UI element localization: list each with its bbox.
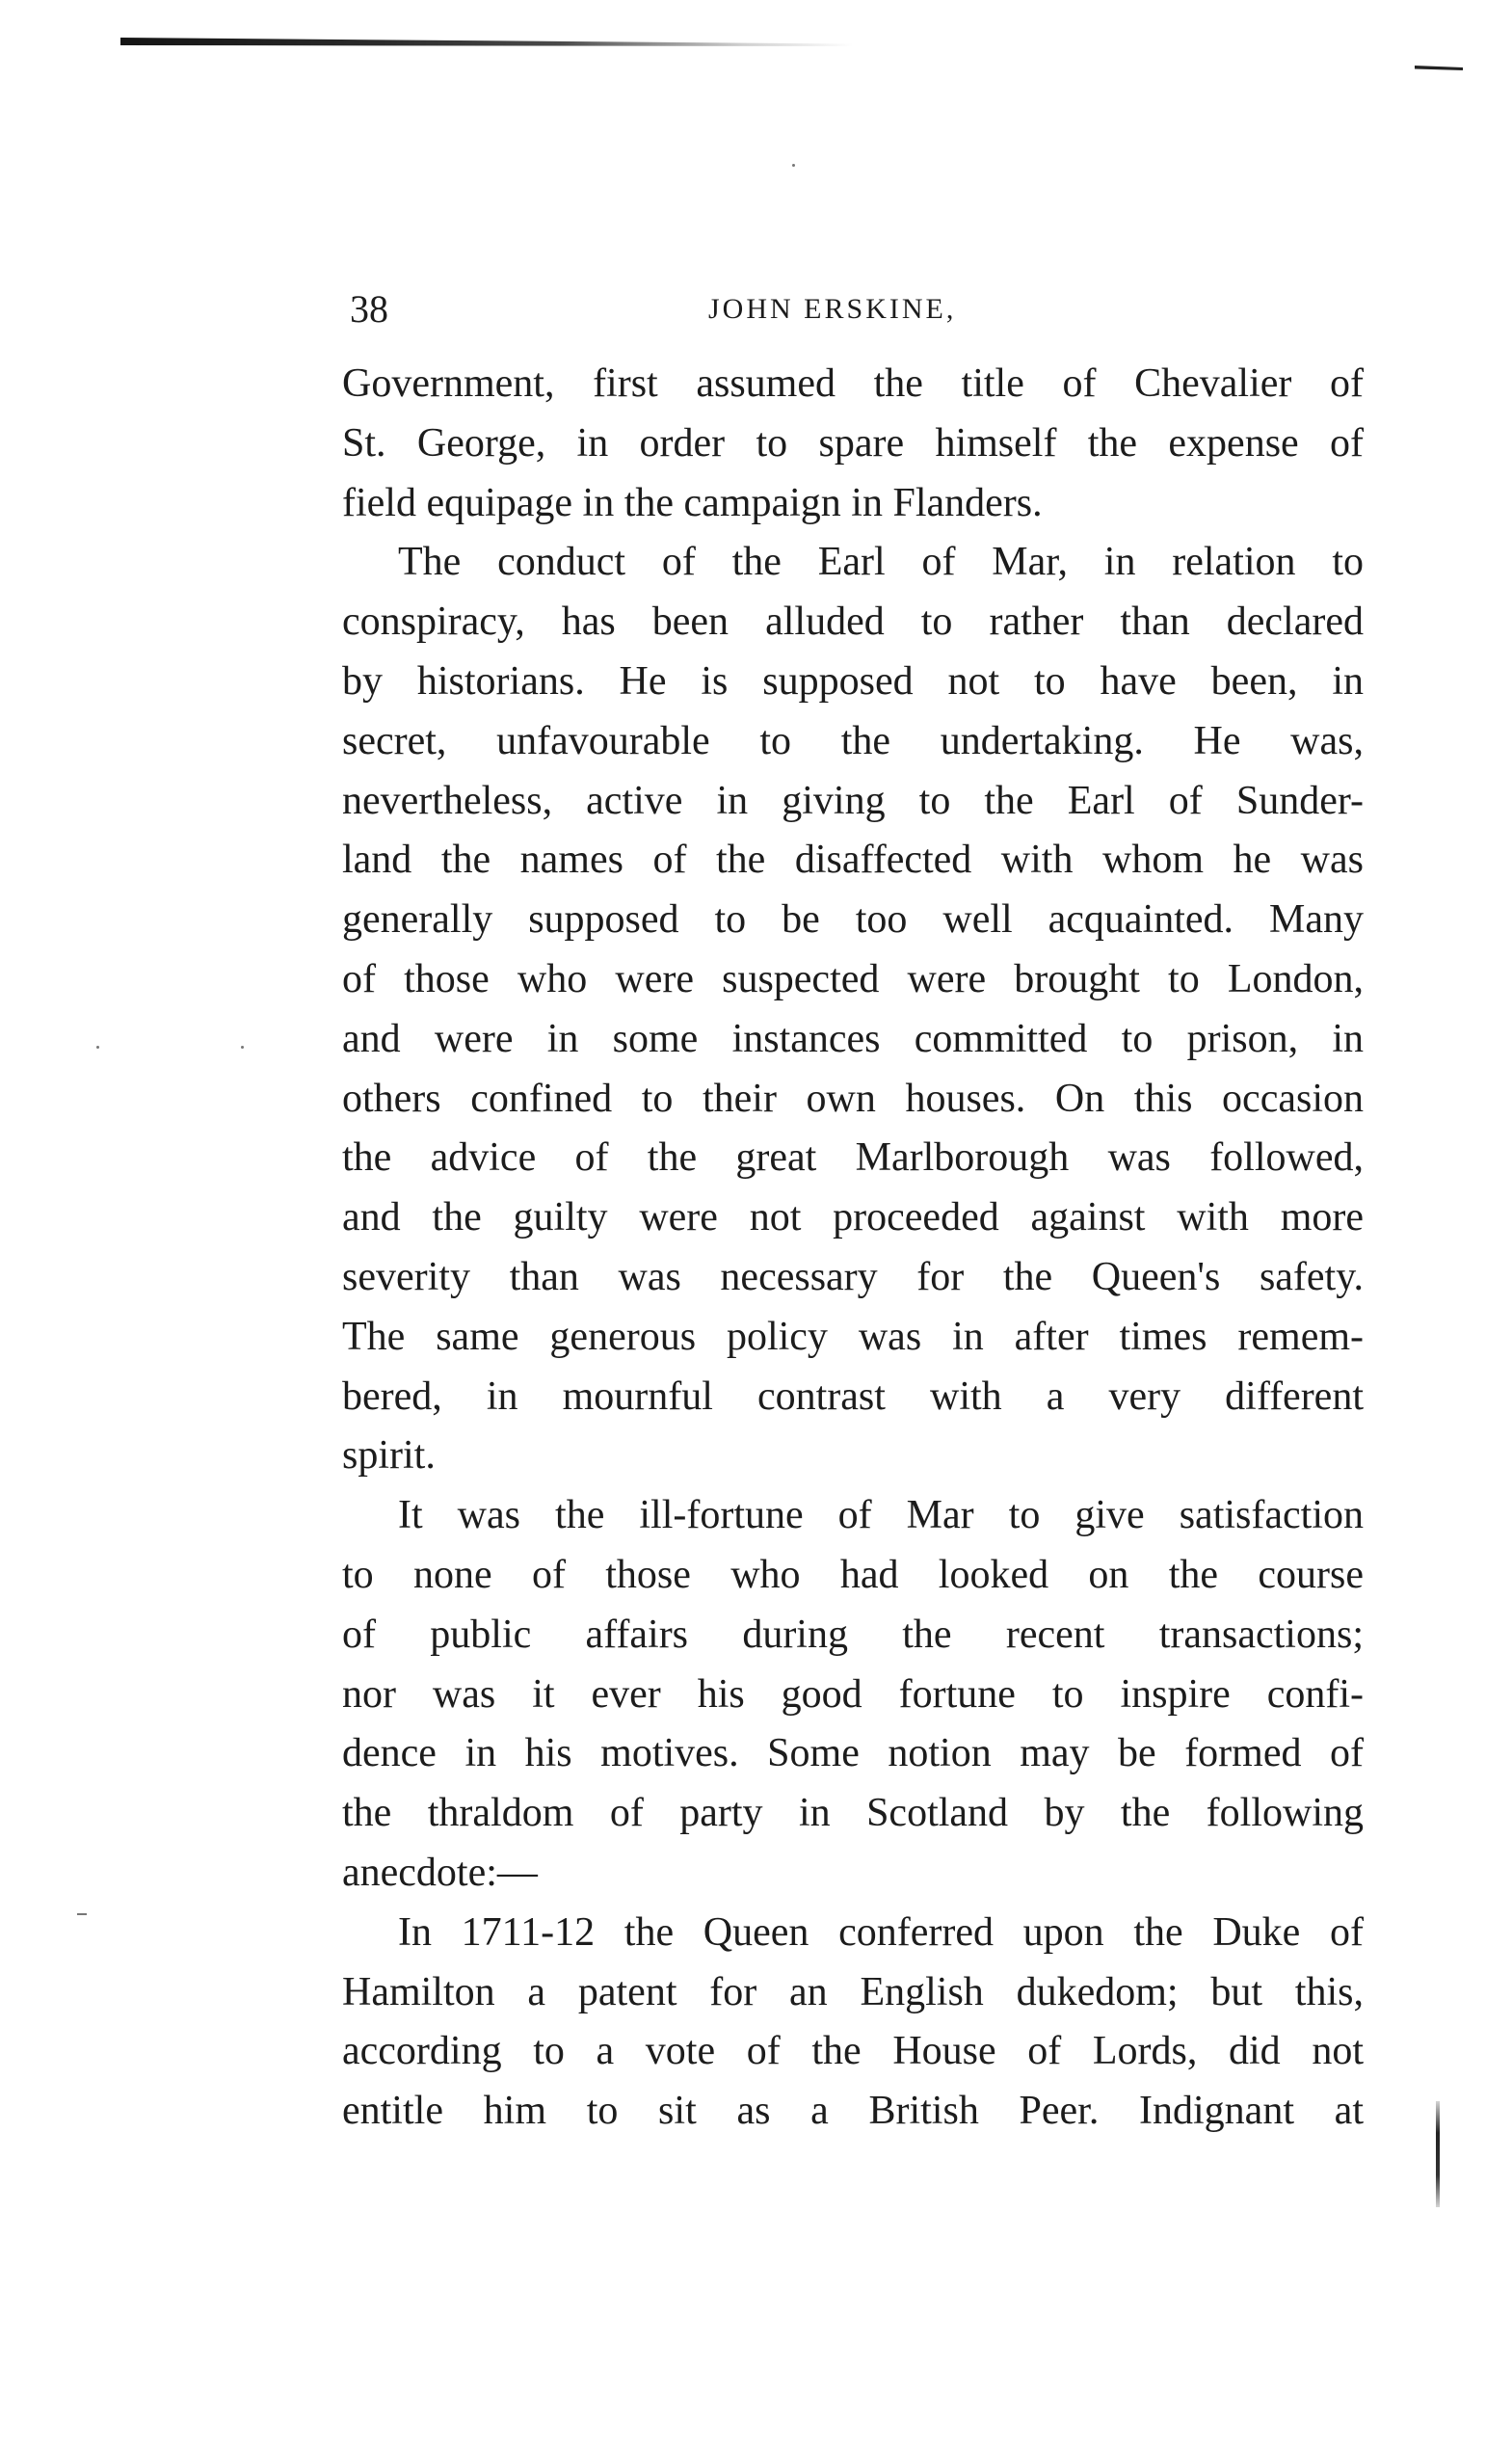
text-line: others confined to their own houses. On this occasion: [342, 1076, 1364, 1121]
paragraph: [342, 1486, 1364, 1904]
text-line: severity than was necessary for the Queen's safety.: [342, 1254, 1364, 1299]
text-line: St. George, in order to spare himself the expense of: [342, 420, 1364, 466]
text-line: bered, in mournful contrast with a very different: [342, 1373, 1364, 1419]
text-line: entitle him to sit as a British Peer. Indignant at: [342, 2089, 1364, 2134]
text-line: conspiracy, has been alluded to rather than declared: [342, 600, 1364, 645]
scan-edge-mark-right: [1415, 66, 1463, 70]
text-line: and the guilty were not proceeded against with more: [342, 1195, 1364, 1240]
text-line: the advice of the great Marlborough was followed,: [342, 1135, 1364, 1181]
speck: [77, 1913, 87, 1915]
speck: [792, 164, 795, 167]
text-line: according to a vote of the House of Lords, did not: [342, 2029, 1364, 2074]
text-line: nevertheless, active in giving to the Earl of Sunder-: [342, 778, 1364, 823]
scan-edge-mark-margin: [1436, 2101, 1440, 2207]
scan-edge-mark-top: [120, 37, 853, 46]
text-line: the thraldom of party in Scotland by the following: [342, 1791, 1364, 1836]
page-number: 38: [350, 287, 388, 331]
text-line: In 1711-12 the Queen conferred upon the Duke of: [398, 1909, 1364, 1955]
text-line: by historians. He is supposed not to have been, in: [342, 658, 1364, 704]
text-line: nor was it ever his good fortune to inspire confi-: [342, 1671, 1364, 1717]
text-line: field equipage in the campaign in Flanders.: [342, 480, 1043, 525]
text-line: anecdote:—: [342, 1850, 538, 1895]
text-line: of those who were suspected were brought to London,: [342, 956, 1364, 1001]
running-title: JOHN ERSKINE,: [708, 293, 957, 325]
paragraph: [342, 533, 1364, 1486]
text-line: Government, first assumed the title of Chevalier of: [342, 361, 1364, 406]
text-line: The same generous policy was in after times remem-: [342, 1314, 1364, 1359]
text-line: of public affairs during the recent transactions;: [342, 1612, 1364, 1657]
book-page: [342, 280, 1364, 2142]
text-line: to none of those who had looked on the course: [342, 1552, 1364, 1597]
running-header: [342, 280, 1364, 339]
text-line: The conduct of the Earl of Mar, in relation to: [398, 540, 1364, 585]
speck: [96, 1046, 99, 1049]
body-text: [342, 355, 1364, 2142]
text-line: land the names of the disaffected with whom he was: [342, 838, 1364, 883]
text-line: spirit.: [342, 1433, 436, 1479]
text-line: It was the ill-fortune of Mar to give satisfaction: [398, 1493, 1364, 1538]
text-line: secret, unfavourable to the undertaking. He was,: [342, 718, 1364, 763]
text-line: Hamilton a patent for an English dukedom; but this,: [342, 1969, 1364, 2014]
paragraph: [342, 355, 1364, 533]
text-line: and were in some instances committed to prison, in: [342, 1016, 1364, 1061]
speck: [241, 1046, 244, 1049]
text-line: dence in his motives. Some notion may be formed of: [342, 1731, 1364, 1776]
text-line: generally supposed to be too well acquainted. Many: [342, 897, 1364, 943]
paragraph: [342, 1904, 1364, 2142]
